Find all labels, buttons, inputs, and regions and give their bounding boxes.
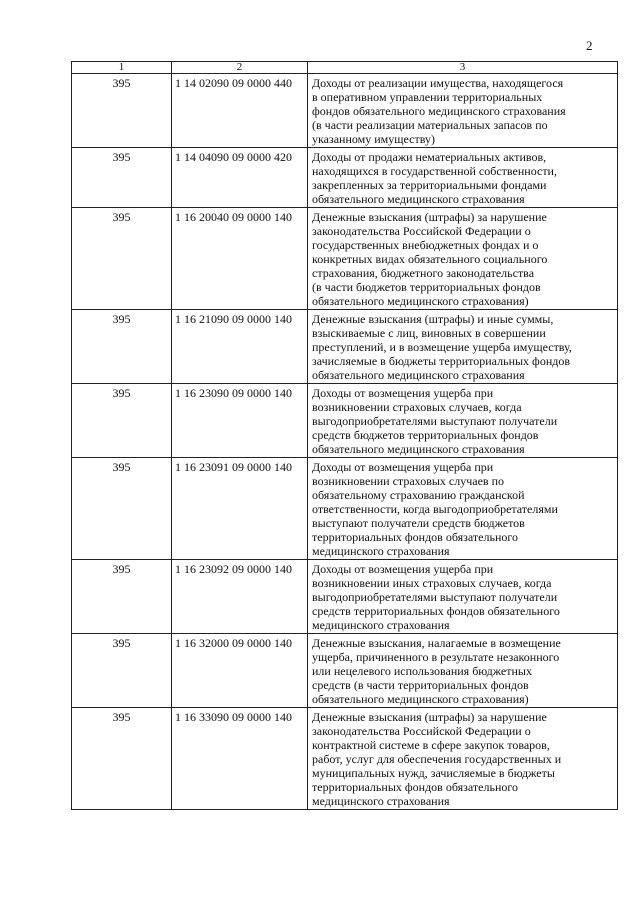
table-row [72,74,618,148]
table-row [72,384,618,458]
admin-code-cell: 395 [72,148,172,208]
admin-code-cell: 395 [72,458,172,560]
revenue-code-cell: 1 16 23090 09 0000 140 [172,384,308,458]
admin-code-cell: 395 [72,310,172,384]
description-cell: Доходы от возмещения ущерба при возникновении страховых случаев по обязательному страхованию гражданской ответственности, когда выгодоприобретателями выступают получатели средств бюджетов территориальных фондов обязательного медицинского страхования [308,458,618,560]
table-row [72,208,618,310]
description-cell: Денежные взыскания (штрафы) за нарушение законодательства Российской Федерации о государственных внебюджетных фондах и о конкретных видах обязательного социального страхования, бюджетного законодательства (в части бюджетов территориальных фондов обязательного медицинского страхования) [308,208,618,310]
description-cell: Доходы от продажи нематериальных активов, находящихся в государственной собственности, закрепленных за территориальными фондами обязательного медицинского страхования [308,148,618,208]
revenue-code-cell: 1 16 32000 09 0000 140 [172,634,308,708]
admin-code-cell: 395 [72,560,172,634]
description-cell: Денежные взыскания (штрафы) и иные суммы, взыскиваемые с лиц, виновных в совершении преступлений, и в возмещение ущерба имуществу, зачисляемые в бюджеты территориальных фондов обязательного медицинского страхования [308,310,618,384]
revenue-codes-table [71,61,618,810]
table-row [72,708,618,810]
table-row [72,310,618,384]
admin-code-cell: 395 [72,634,172,708]
description-cell: Доходы от возмещения ущерба при возникновении иных страховых случаев, когда выгодоприобретателями выступают получатели средств территориальных фондов обязательного медицинского страхования [308,560,618,634]
revenue-code-cell: 1 16 23091 09 0000 140 [172,458,308,560]
column-header-3: 3 [308,62,618,74]
description-cell: Денежные взыскания (штрафы) за нарушение законодательства Российской Федерации о контрактной системе в сфере закупок товаров, работ, услуг для обеспечения государственных и муниципальных нужд, зачисляемые в бюджеты территориальных фондов обязательного медицинского страхования [308,708,618,810]
table-row [72,458,618,560]
admin-code-cell: 395 [72,208,172,310]
admin-code-cell: 395 [72,708,172,810]
revenue-code-cell: 1 16 20040 09 0000 140 [172,208,308,310]
table-row [72,148,618,208]
header-row [72,62,618,74]
description-cell: Доходы от возмещения ущерба при возникновении страховых случаев, когда выгодоприобретателями выступают получатели средств бюджетов территориальных фондов обязательного медицинского страхования [308,384,618,458]
description-cell: Доходы от реализации имущества, находящегося в оперативном управлении территориальных фондов обязательного медицинского страхования (в части реализации материальных запасов по указанному имуществу) [308,74,618,148]
revenue-code-cell: 1 16 21090 09 0000 140 [172,310,308,384]
table-row [72,634,618,708]
admin-code-cell: 395 [72,74,172,148]
column-header-2: 2 [172,62,308,74]
revenue-code-cell: 1 14 04090 09 0000 420 [172,148,308,208]
admin-code-cell: 395 [72,384,172,458]
table-row [72,560,618,634]
revenue-code-cell: 1 16 33090 09 0000 140 [172,708,308,810]
revenue-code-cell: 1 14 02090 09 0000 440 [172,74,308,148]
column-header-1: 1 [72,62,172,74]
revenue-code-cell: 1 16 23092 09 0000 140 [172,560,308,634]
page-number: 2 [586,38,593,53]
description-cell: Денежные взыскания, налагаемые в возмещение ущерба, причиненного в результате незаконного или нецелевого использования бюджетных средств (в части территориальных фондов обязательного медицинского страхования) [308,634,618,708]
